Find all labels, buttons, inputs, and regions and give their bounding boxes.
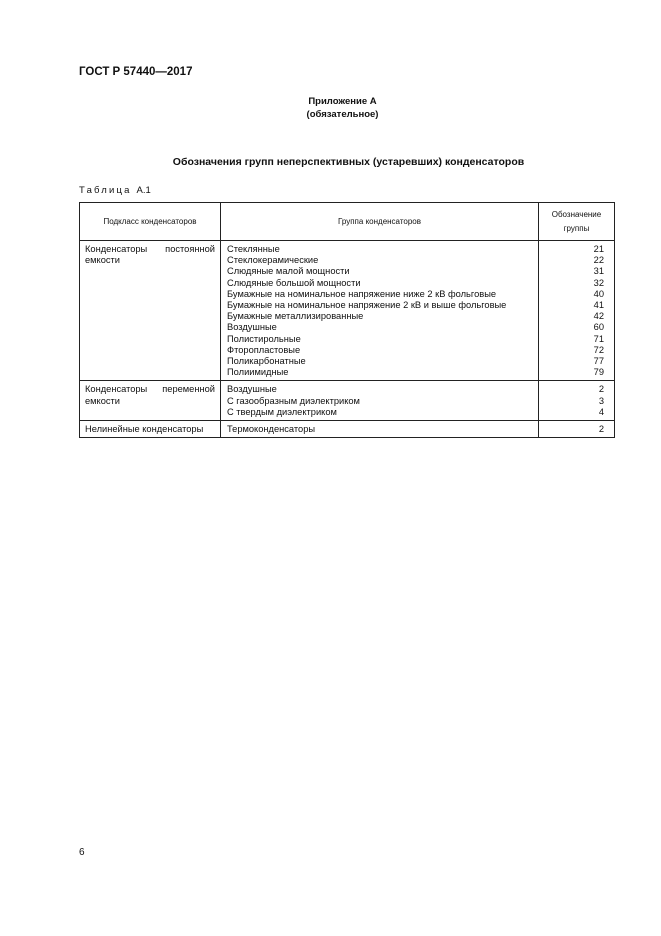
subclass-word: переменной — [162, 384, 215, 395]
capacitor-groups-table — [79, 202, 615, 438]
group-name: Бумажные на номинальное напряжение ниже 2 кВ фольговые — [227, 288, 497, 299]
group-name: Воздушные — [227, 322, 277, 333]
group-code: 3 — [598, 395, 604, 406]
group-name: С твердым диэлектриком — [227, 406, 337, 417]
group-code: 21 — [593, 244, 604, 254]
subclass-word: Конденсаторы — [85, 244, 148, 254]
group-name: Полистирольные — [227, 333, 301, 344]
cell-subclass — [80, 241, 221, 381]
subclass-word: Конденсаторы — [85, 384, 148, 395]
subclass-line1 — [85, 424, 215, 435]
document-title: Обозначения групп неперспективных (устаревших) конденсаторов — [172, 156, 525, 168]
standard-code: ГОСТ Р 57440—2017 — [79, 66, 193, 78]
group-name: Стеклянные — [227, 244, 280, 254]
cell-groups — [221, 241, 539, 381]
header-code — [539, 203, 615, 241]
group-code: 71 — [593, 333, 604, 344]
group-name: Полиимидные — [227, 367, 289, 378]
appendix-status: (обязательное) — [306, 109, 379, 120]
group-code: 60 — [593, 322, 604, 333]
group-code: 79 — [593, 367, 604, 378]
cell-subclass — [80, 421, 221, 438]
group-code: 2 — [598, 384, 604, 395]
group-code: 32 — [593, 277, 604, 288]
header-subclass: Подкласс конденсаторов — [80, 203, 221, 241]
table-caption-prefix: Таблица — [79, 185, 132, 196]
group-name: Слюдяные малой мощности — [227, 266, 350, 277]
group-code: 31 — [593, 266, 604, 277]
header-group: Группа конденсаторов — [221, 203, 539, 241]
group-name: Фторопластовые — [227, 344, 301, 355]
table-header-row — [80, 203, 615, 241]
header-code-line2: группы — [563, 223, 590, 233]
group-name: С газообразным диэлектриком — [227, 395, 360, 406]
cell-groups — [221, 421, 539, 438]
group-code: 22 — [593, 255, 604, 266]
appendix-label: Приложение А — [308, 96, 377, 107]
subclass-word: Нелинейные конденсаторы — [85, 424, 204, 435]
group-name: Воздушные — [227, 384, 277, 395]
table-caption-number: А.1 — [136, 185, 151, 196]
group-name: Термоконденсаторы — [227, 424, 316, 435]
cell-codes — [539, 241, 615, 381]
cell-subclass — [80, 381, 221, 421]
table-caption — [79, 185, 151, 196]
cell-codes — [539, 381, 615, 421]
group-code: 40 — [593, 288, 604, 299]
table-row — [80, 381, 615, 421]
header-code-line1: Обозначение — [551, 209, 602, 219]
group-code: 2 — [598, 424, 604, 435]
group-name: Бумажные на номинальное напряжение 2 кВ и выше фольговые — [227, 300, 507, 311]
group-code: 72 — [593, 344, 604, 355]
subclass-word: постоянной — [165, 244, 215, 254]
group-code: 42 — [593, 311, 604, 322]
subclass-line1 — [85, 244, 215, 255]
group-name: Слюдяные большой мощности — [227, 277, 361, 288]
group-name: Бумажные металлизированные — [227, 311, 364, 322]
subclass-line2: емкости — [85, 395, 121, 406]
table-row — [80, 241, 615, 381]
group-code: 4 — [598, 406, 604, 417]
cell-codes — [539, 421, 615, 438]
group-name: Стеклокерамические — [227, 255, 319, 266]
table-row — [80, 421, 615, 438]
appendix-heading — [0, 95, 661, 121]
subclass-line2: емкости — [85, 255, 121, 266]
group-code: 77 — [593, 356, 604, 367]
group-code: 41 — [593, 300, 604, 311]
cell-groups — [221, 381, 539, 421]
subclass-line1 — [85, 384, 215, 395]
page-number: 6 — [79, 847, 85, 858]
group-name: Поликарбонатные — [227, 356, 306, 367]
